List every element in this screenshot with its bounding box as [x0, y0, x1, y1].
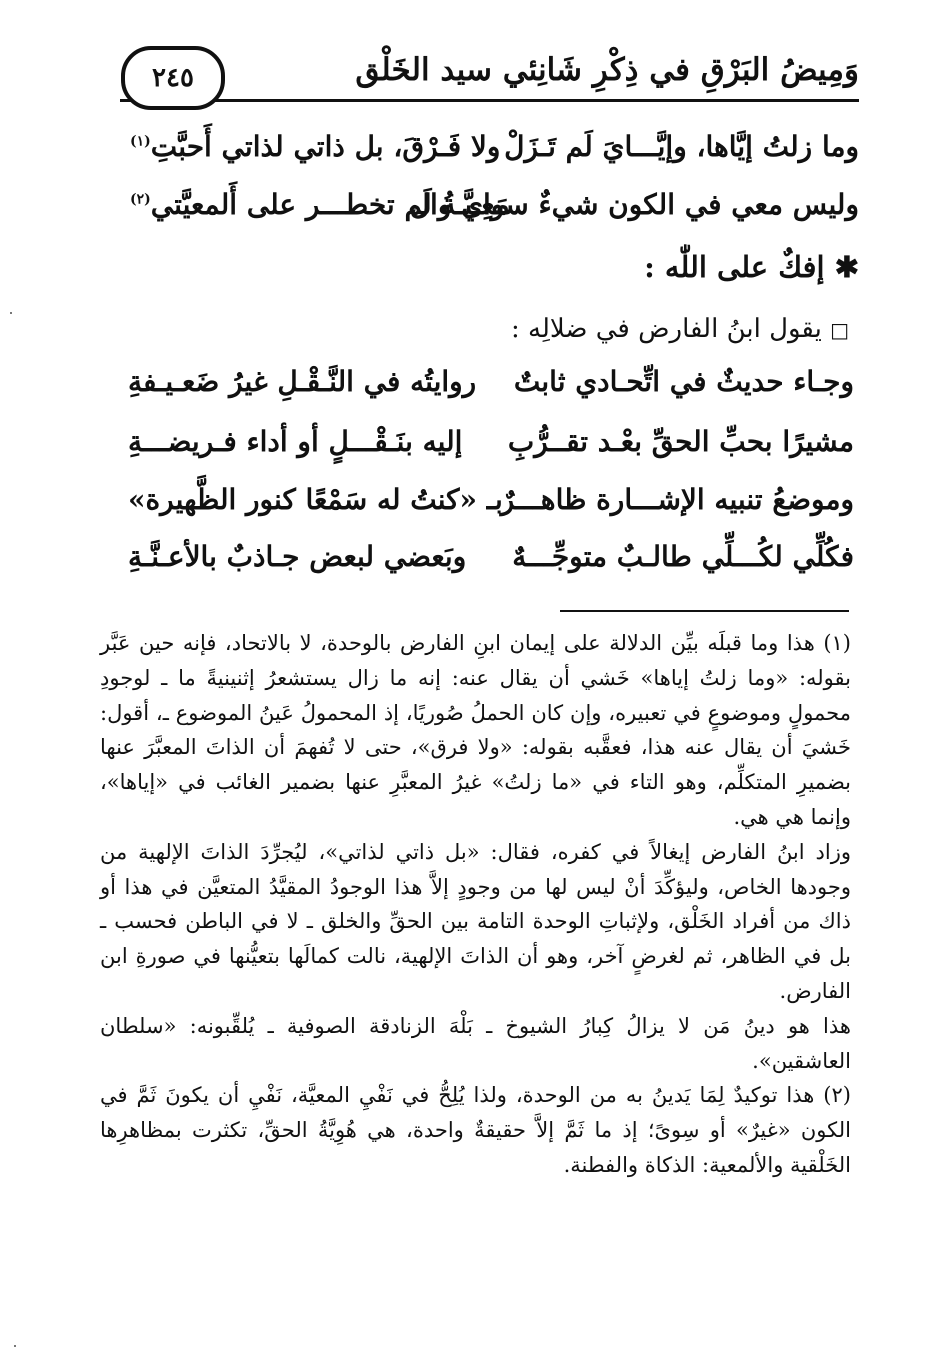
page-number-badge [121, 46, 225, 110]
poem1-verse1-left [130, 130, 500, 163]
poem1-verse1-right: وما زلتُ إيَّاها، وإيَّـــايَ لَم تَـزَلْ [504, 130, 859, 163]
footnote-separator [560, 610, 849, 612]
poem1-verse2-left-text: مَعِـيَّـةُ لَم تخطـــر على أَلمعيَّتي [150, 188, 510, 221]
poem2-verse4-left: وبَعضي لبعض جـاذبٌ بالأعـنَّـةِ [128, 540, 467, 573]
poem2-verse3-right: وموضعُ تنبيه الإشـــارة ظاهـــرٌ [500, 483, 854, 516]
poem2-verse2-left: إليه بنَـقْـــلٍ أو أداء فـريضـــةِ [128, 425, 463, 458]
footnote-2: (٢) هذا توكيدٌ لِمَا يَدينُ به من الوحدة، ولذا يُلِحُّ في نَفْيِ المعيَّة، نَفْيِ أن يكونَ ثَمَّ في الكون «غيرٌ» أو سِوىً؛ إذ ما ثَمَّ إلاَّ حقيقةٌ واحدة، هي هُوِيَّةُ الحقِّ، تكثرت بمظاهرِها الخَلْقية والألمعية: الذكاة والفطنة. [100, 1083, 851, 1177]
scan-speck [10, 312, 12, 314]
poem2-verse1-left: روايتُه في النَّـقْـلِ غيرُ ضَعـيـفةِ [128, 365, 477, 398]
square-bullet-icon: □ [830, 318, 849, 342]
footnote-ref-2: (٢) [130, 191, 151, 208]
poem1-verse2-left [130, 188, 510, 221]
poem2-verse3-left: بـ «كنتُ له سَمْعًا كنور الظَّهيرة» [128, 483, 503, 516]
footnote-1-paragraph-3: هذا هو دينُ مَن لا يزالُ كِبارُ الشيوخ ـ بَلْهَ الزنادقة الصوفية ـ يُلقِّبونه: «سلطان العاشقين». [100, 1013, 851, 1073]
scan-speck [14, 1345, 16, 1347]
page-number: ٢٤٥ [152, 63, 194, 93]
footnote-1-paragraph-2: وزاد ابنُ الفارض إيغالاً في كفره، فقال: «بل ذاتي لذاتي»، ليُجرِّدَ الذاتَ الإلهية من وجودها الخاص، وليؤكِّدَ أنْ ليس لها من وجودٍ إلاَّ هذا الوجودُ المقيَّدُ المتعيَّن في هذا أو ذاك من أفراد الخَلْق، ولإثباتِ الوحدة التامة بين الحقِّ والخلق ـ لا في الباطن فحسب ـ بل في الظاهر، ثم لغرضٍ آخر، وهو أن الذاتَ الإلهية، نالت كمالَها بتعيُّنها في صورةِ ابن الفارض. [100, 839, 851, 1003]
poem2-verse4-right: فكُلِّي لكُـــلِّي طالـبٌ متوجِّـــهٌ [512, 540, 854, 573]
poem2-verse1-right: وجـاء حديثٌ في اتِّحـادي ثابتٌ [513, 365, 854, 398]
intro-text: يقول ابنُ الفارض في ضلالِه : [511, 314, 822, 344]
poem1-verse2-right: وليس معي في الكون شيءٌ سواي وال [409, 188, 859, 221]
poem2-verse2-right: مشيرًا بحبِّ الحقِّ بعْـد تقــرُّبِ [507, 425, 854, 458]
section-heading-text: إفكٌ على اللّٰه : [644, 250, 825, 284]
asterisk-icon: ✱ [834, 250, 859, 284]
intro-line [511, 314, 849, 344]
footnotes [100, 626, 851, 1183]
header-rule [120, 99, 859, 102]
footnote-ref-1: (١) [130, 133, 151, 150]
running-title: وَمِيضُ البَرْقِ في ذِكْرِ شَانِئي سيد الخَلْق [355, 52, 859, 88]
footnote-1-paragraph-1: (١) هذا وما قبلَه بيِّن الدلالة على إيمان ابنِ الفارض بالوحدة، لا بالاتحاد، فإنه حين عَبَّر بقوله: «وما زلتُ إياها» خَشي أن يقال عنه: إنه ما زال يستشعرُ إثنينيةً ما ـ لوجودِ محمولٍ وموضوعٍ في تعبيره، وإن كان الحملُ صُوريًا، إذ المحمولُ عَينُ الموضوع ـ، أقول: خَشيَ أن يقال عنه هذا، فعقَّبه بقوله: «ولا فرق»، حتى لا تُفهمَ أن الذاتَ المعبَّرَ عنها بضميرِ المتكلِّم، وهو التاء في «ما زلتُ» غيرُ المعبَّرِ عنها بضمير الغائب في «إياها»، وإنما هي هي. [100, 631, 851, 829]
section-heading [644, 250, 859, 284]
poem1-verse1-left-text: ولا فَـرْقَ، بل ذاتي لذاتي أَحبَّتِ [150, 130, 501, 163]
